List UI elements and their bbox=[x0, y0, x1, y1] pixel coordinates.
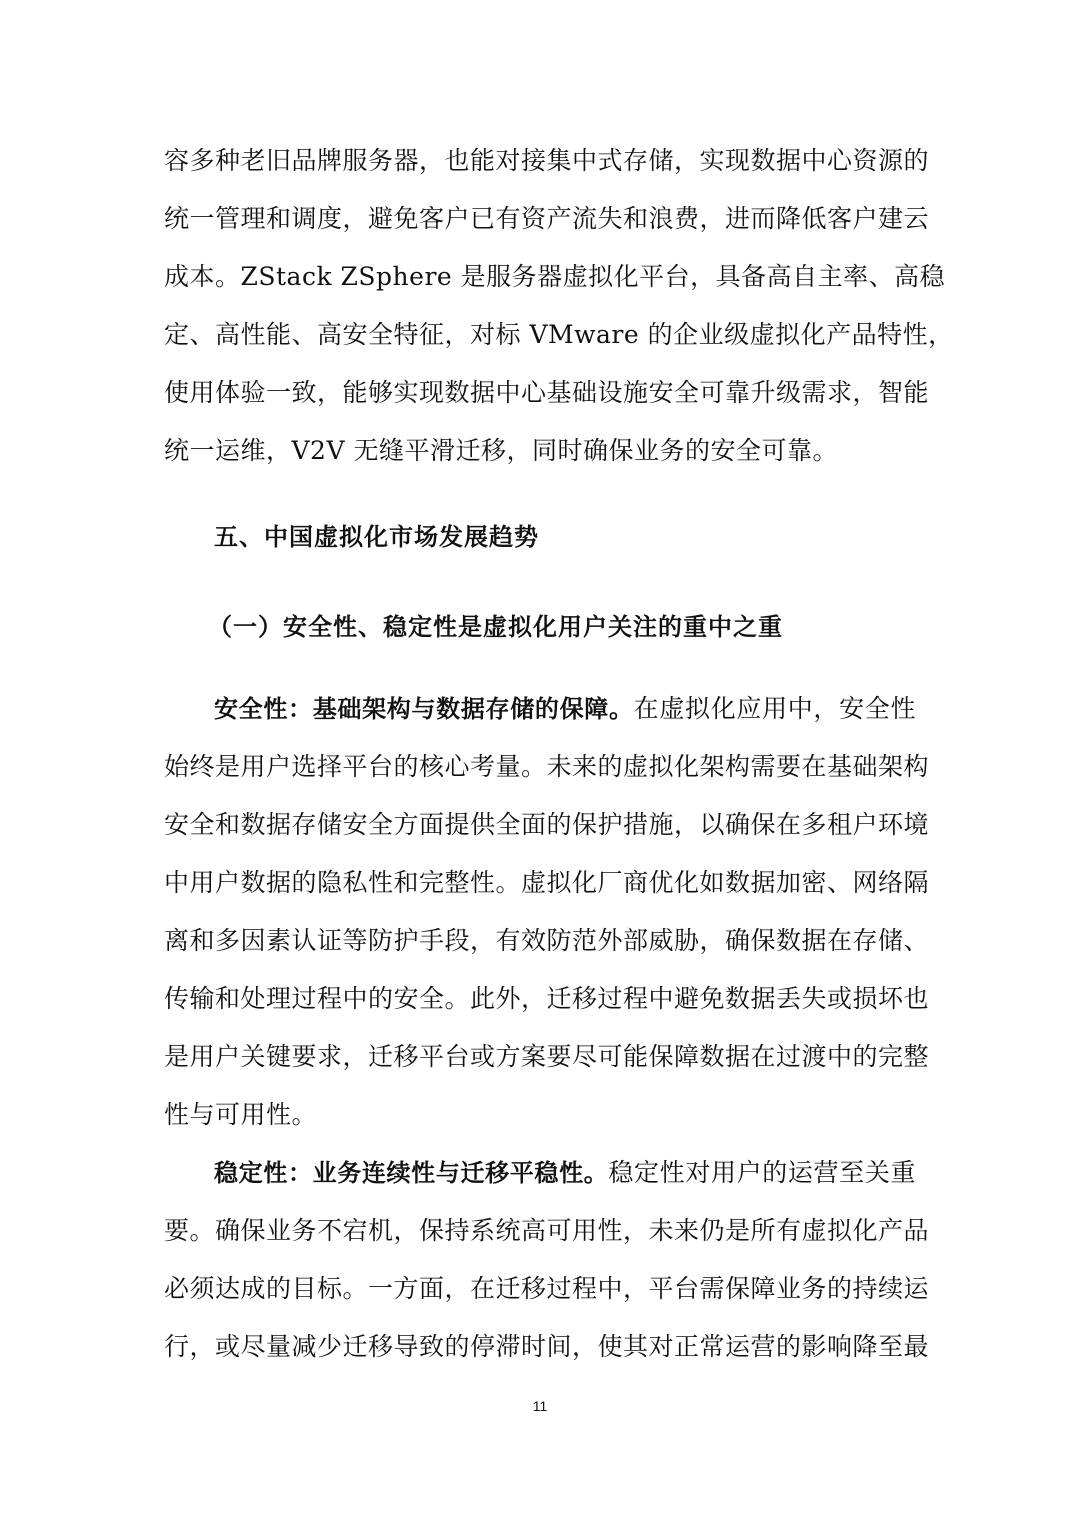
paragraph-line: 传输和处理过程中的安全。此外，迁移过程中避免数据丢失或损坏也 bbox=[164, 984, 930, 1013]
security-lead: 安全性：基础架构与数据存储的保障。 bbox=[214, 695, 634, 723]
stability-first-line bbox=[214, 1144, 916, 1202]
paragraph-line: 离和多因素认证等防护手段，有效防范外部威胁，确保数据在存储、 bbox=[164, 926, 930, 955]
paragraph-line: 性与可用性。 bbox=[164, 1100, 318, 1129]
paragraph-line: 定、高性能、高安全特征，对标 VMware 的企业级虚拟化产品特性， bbox=[164, 320, 954, 349]
paragraph-line: 必须达成的目标。一方面，在迁移过程中，平台需保障业务的持续运 bbox=[164, 1274, 930, 1303]
stability-first-rest: 稳定性对用户的运营至关重 bbox=[608, 1158, 916, 1187]
paragraph-line: 始终是用户选择平台的核心考量。未来的虚拟化架构需要在基础架构 bbox=[164, 752, 930, 781]
paragraph-line: 使用体验一致，能够实现数据中心基础设施安全可靠升级需求，智能 bbox=[164, 378, 930, 407]
paragraph-line: 中用户数据的隐私性和完整性。虚拟化厂商优化如数据加密、网络隔 bbox=[164, 868, 930, 897]
subsection-heading: （一）安全性、稳定性是虚拟化用户关注的重中之重 bbox=[208, 613, 783, 641]
paragraph-line: 行，或尽量减少迁移导致的停滞时间，使其对正常运营的影响降至最 bbox=[164, 1332, 930, 1361]
paragraph-line: 容多种老旧品牌服务器，也能对接集中式存储，实现数据中心资源的 bbox=[164, 146, 930, 175]
paragraph-line: 成本。ZStack ZSphere 是服务器虚拟化平台，具备高自主率、高稳 bbox=[164, 262, 946, 291]
paragraph-line: 是用户关键要求，迁移平台或方案要尽可能保障数据在过渡中的完整 bbox=[164, 1042, 930, 1071]
page-number: 11 bbox=[532, 1398, 548, 1414]
security-first-rest: 在虚拟化应用中，安全性 bbox=[633, 694, 916, 723]
paragraph-line: 安全和数据存储安全方面提供全面的保护措施，以确保在多租户环境 bbox=[164, 810, 930, 839]
stability-lead: 稳定性：业务连续性与迁移平稳性。 bbox=[214, 1159, 609, 1187]
paragraph-line: 统一运维，V2V 无缝平滑迁移，同时确保业务的安全可靠。 bbox=[164, 436, 838, 465]
paragraph-line: 统一管理和调度，避免客户已有资产流失和浪费，进而降低客户建云 bbox=[164, 204, 930, 233]
section-heading: 五、中国虚拟化市场发展趋势 bbox=[214, 523, 539, 551]
security-first-line bbox=[214, 680, 916, 738]
paragraph-line: 要。确保业务不宕机，保持系统高可用性，未来仍是所有虚拟化产品 bbox=[164, 1216, 930, 1245]
